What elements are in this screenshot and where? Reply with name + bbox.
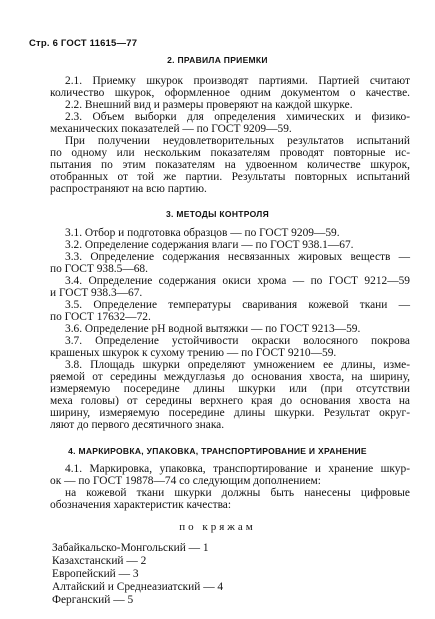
paragraph-line: распространяют на всю партию. bbox=[50, 183, 207, 195]
region-list-item: Ферганский — 5 bbox=[52, 594, 134, 606]
paragraph-line: и ГОСТ 938.3—67. bbox=[50, 287, 143, 299]
paragraph-line: При получении неудовлетворительных результатов испытаний bbox=[65, 135, 410, 147]
region-list-item: Европейский — 3 bbox=[52, 568, 139, 580]
paragraph-line: на кожевой ткани шкурки должны быть нанесены цифровые bbox=[65, 487, 410, 499]
paragraph-line: 2.2. Внешний вид и размеры проверяют на каждой шкурке. bbox=[65, 99, 353, 111]
region-list-item: Забайкальско-Монгольский — 1 bbox=[52, 542, 209, 554]
paragraph-line: обозначения характеристик качества: bbox=[50, 499, 232, 511]
region-list-item: Алтайский и Среднеазиатский — 4 bbox=[52, 581, 224, 593]
spaced-heading: по кряжам bbox=[179, 521, 256, 533]
page-header: Стр. 6 ГОСТ 11615—77 bbox=[29, 38, 138, 49]
paragraph-line: отобранных от той же партии. Результаты повторных испытаний bbox=[50, 171, 410, 183]
paragraph-line: ляют до первого десятичного знака. bbox=[50, 419, 225, 431]
paragraph-line: измеряемую посередине длины шкурки или (при отсутствии bbox=[50, 383, 410, 395]
paragraph-line: 2.3. Объем выборки для определения химических и физико- bbox=[65, 111, 410, 123]
paragraph-line: крашеных шкурок к сухому трению — по ГОСТ 9210—59. bbox=[50, 347, 337, 359]
section-title-marking-packaging: 4. МАРКИРОВКА, УПАКОВКА, ТРАНСПОРТИРОВАНИЕ И ХРАНЕНИЕ bbox=[68, 446, 367, 456]
paragraph-line: ряемой от середины междуглазья до основания хвоста, на ширину, bbox=[50, 371, 410, 383]
paragraph-line: меха головы) от середины верхнего края до основания хвоста на bbox=[50, 395, 410, 407]
paragraph-line: по ГОСТ 938.5—68. bbox=[50, 263, 148, 275]
paragraph-line: 3.8. Площадь шкурки определяют умножением ее длины, изме- bbox=[65, 359, 410, 371]
paragraph-line: 3.4. Определение содержания окиси хрома — по ГОСТ 9212—59 bbox=[65, 275, 410, 287]
paragraph-line: 3.7. Определение устойчивости окраски волосяного покрова bbox=[65, 335, 410, 347]
paragraph-line: 4.1. Маркировка, упаковка, транспортирование и хранение шкур- bbox=[65, 463, 410, 475]
paragraph-line: 2.1. Приемку шкурок производят партиями. Партией считают bbox=[65, 75, 410, 87]
region-list-item: Казахстанский — 2 bbox=[52, 555, 147, 567]
paragraph-line: 3.1. Отбор и подготовка образцов — по ГОСТ 9209—59. bbox=[65, 227, 340, 239]
paragraph-line: по ГОСТ 17632—72. bbox=[50, 311, 151, 323]
paragraph-line: ок — по ГОСТ 19878—74 со следующим дополнением: bbox=[50, 475, 321, 487]
paragraph-line: 3.3. Определение содержания несвязанных жировых веществ — bbox=[65, 251, 410, 263]
paragraph-line: пытания по этим показателям на удвоенном количестве шкурок, bbox=[50, 159, 410, 171]
paragraph-line: механических показателей — по ГОСТ 9209—59. bbox=[50, 123, 292, 135]
paragraph-line: количество шкурок, оформленное одним документом о качестве. bbox=[50, 87, 410, 99]
paragraph-line: 3.2. Определение содержания влаги — по ГОСТ 938.1—67. bbox=[65, 239, 354, 251]
section-title-acceptance: 2. ПРАВИЛА ПРИЕМКИ bbox=[167, 55, 268, 65]
paragraph-line: ширину, измеряемую посередине длины шкурки. Результат округ- bbox=[50, 407, 410, 419]
paragraph-line: по одному или нескольким показателям проводят повторные ис- bbox=[50, 147, 410, 159]
section-title-control-methods: 3. МЕТОДЫ КОНТРОЛЯ bbox=[166, 209, 269, 219]
paragraph-line: 3.6. Определение рН водной вытяжки — по ГОСТ 9213—59. bbox=[65, 323, 361, 335]
paragraph-line: 3.5. Определение температуры сваривания кожевой ткани — bbox=[65, 299, 410, 311]
